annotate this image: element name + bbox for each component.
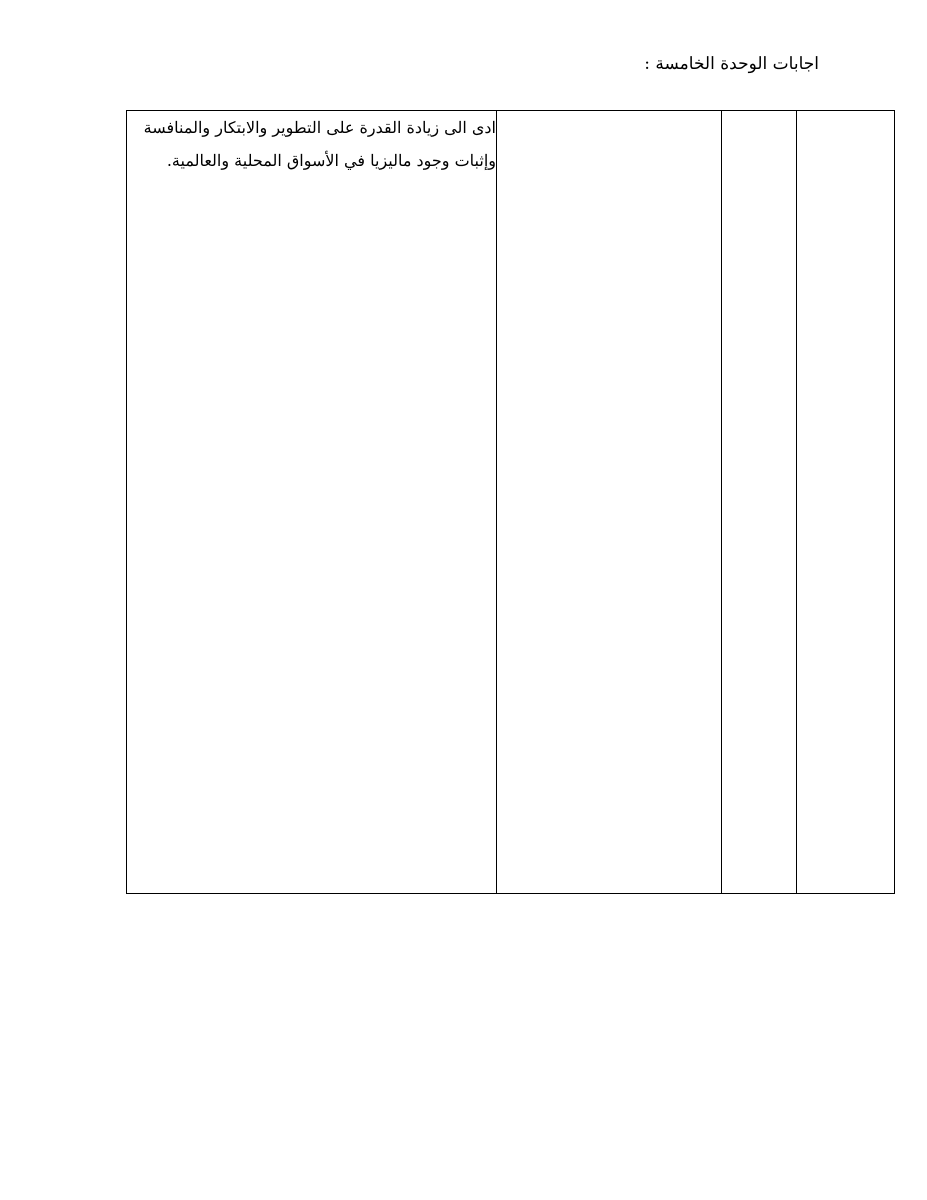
answer-line: وإثبات وجود ماليزيا في الأسواق المحلية والعالمية. — [166, 151, 496, 170]
table-row — [127, 111, 895, 894]
empty-cell — [722, 111, 797, 894]
empty-cell — [797, 111, 895, 894]
answer-line: ادى الى زيادة القدرة على التطوير والابتكار والمنافسة — [143, 118, 496, 137]
answer-text-cell — [127, 111, 497, 894]
page-heading: اجابات الوحدة الخامسة : — [644, 54, 819, 74]
answers-table — [126, 110, 895, 894]
empty-cell — [497, 111, 722, 894]
